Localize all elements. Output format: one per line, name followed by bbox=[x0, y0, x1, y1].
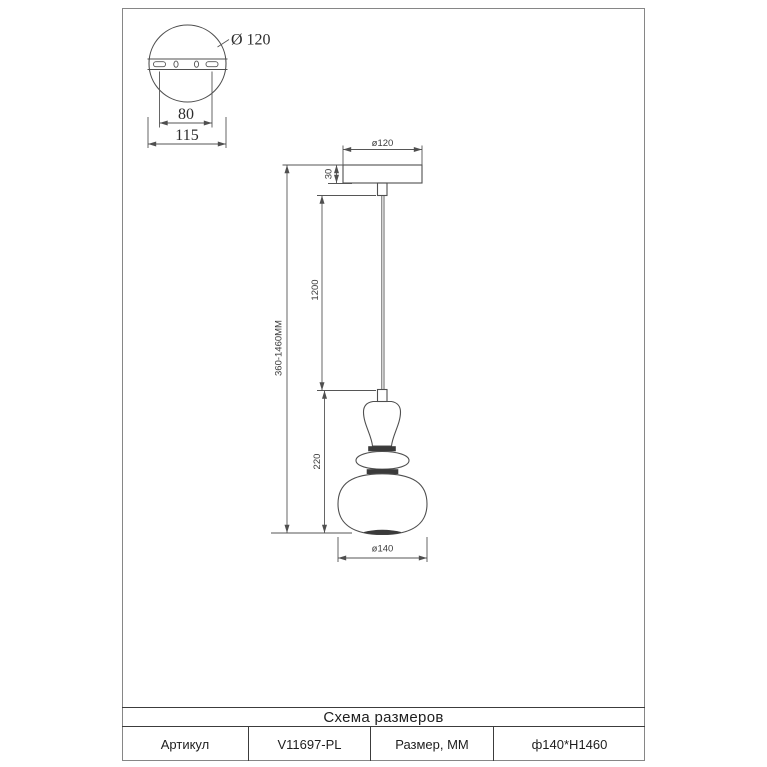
mount-slot-right bbox=[206, 62, 218, 67]
article-label-cell: Артикул bbox=[160, 736, 210, 752]
dim-label-shade-diameter: ø140 bbox=[371, 543, 394, 555]
dim-label-canopy-diameter: ø120 bbox=[371, 138, 394, 149]
dim-label-canopy-height: 30 bbox=[323, 168, 335, 180]
finial-vase bbox=[364, 402, 401, 447]
mount-slot-left bbox=[154, 62, 166, 67]
cord-grip-top bbox=[378, 183, 388, 196]
spec-table bbox=[122, 707, 645, 761]
metal-ring-lower bbox=[367, 470, 398, 474]
dim-label-80: 80 bbox=[178, 106, 194, 123]
saucer-disk bbox=[356, 452, 409, 470]
mount-plate-circle bbox=[149, 25, 226, 102]
dim-ext-cord bbox=[317, 196, 376, 391]
metal-ring-upper bbox=[369, 447, 396, 452]
size-value-cell: ф140*H1460 bbox=[493, 727, 645, 761]
suspension-cord bbox=[382, 196, 384, 390]
dim-label-shade-height: 220 bbox=[312, 453, 323, 470]
cord-grip-lamp bbox=[378, 390, 388, 402]
dim-label-overall-height: 360-1460MM bbox=[273, 320, 285, 376]
mount-top-view bbox=[148, 25, 271, 148]
dim-label-115: 115 bbox=[175, 127, 199, 144]
dim-label-cord-length: 1200 bbox=[310, 279, 321, 301]
article-value-cell: V11697-PL bbox=[248, 727, 370, 761]
diameter-leader-line bbox=[218, 40, 230, 48]
spec-table-row bbox=[122, 727, 645, 761]
mount-hole-right bbox=[194, 61, 198, 67]
dim-label-mount-diameter: Ø 120 bbox=[231, 31, 271, 49]
spec-table-title: Схема размеров bbox=[122, 707, 645, 727]
mount-hole-left bbox=[174, 61, 178, 67]
size-label-cell: Размер, ММ bbox=[370, 727, 493, 761]
canopy-body bbox=[343, 165, 422, 183]
glass-shade bbox=[338, 474, 427, 535]
mount-bracket-strip bbox=[148, 59, 228, 70]
lamp-front-view bbox=[271, 138, 427, 562]
